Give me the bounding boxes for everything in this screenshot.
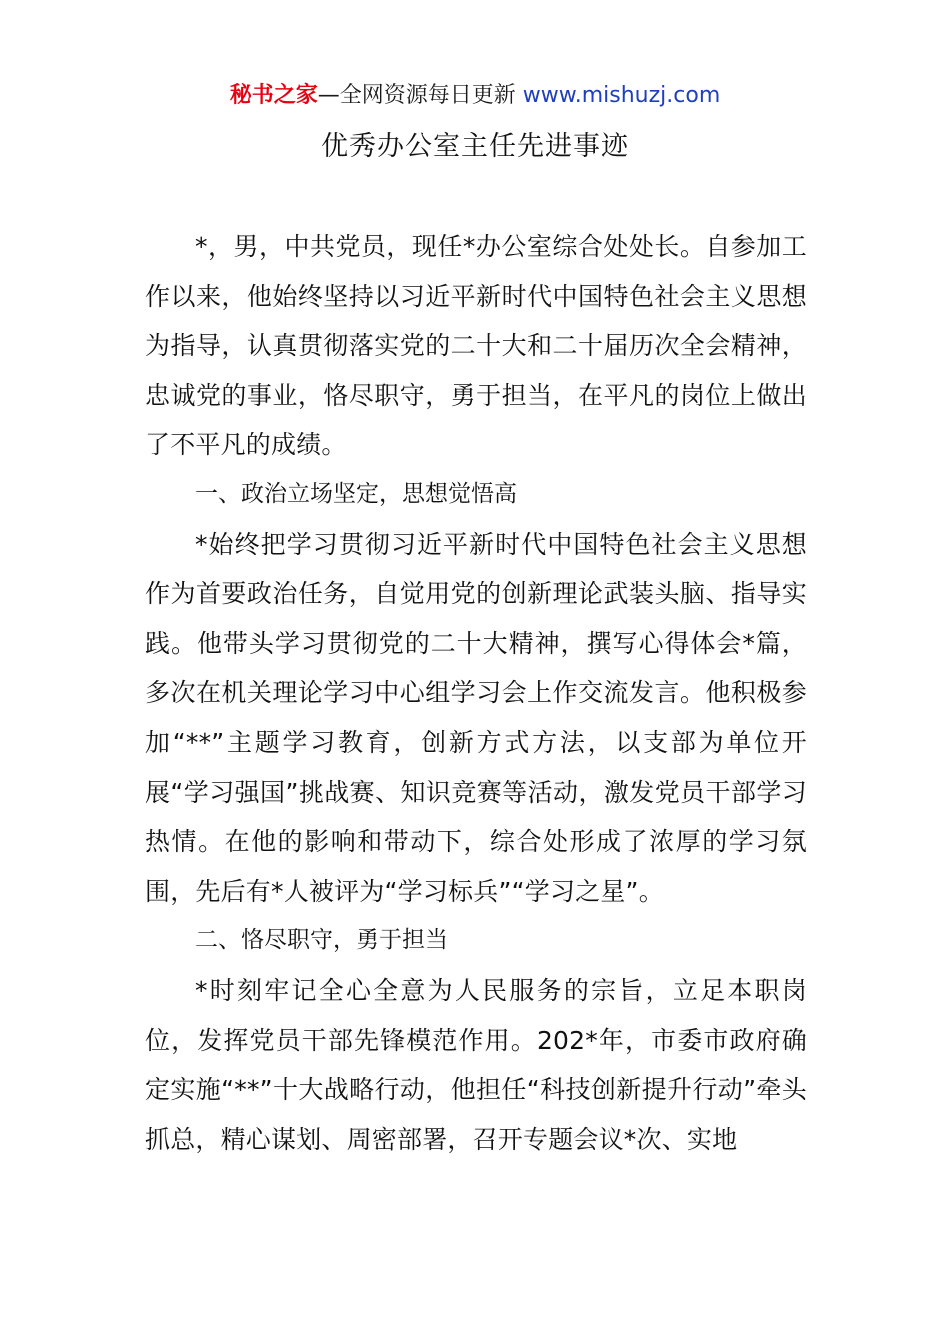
section-1-paragraph: *始终把学习贯彻习近平新时代中国特色社会主义思想作为首要政治任务，自觉用党的创新理论武装头脑、指导实践。他带头学习贯彻党的二十大精神，撰写心得体会*篇，多次在机关理论学习中心组学习会上作交流发言。他积极参加“**”主题学习教育，创新方式方法，以支部为单位开展“学习强国”挑战赛、知识竞赛等活动，激发党员干部学习热情。在他的影响和带动下，综合处形成了浓厚的学习氛围，先后有*人被评为“学习标兵”“学习之星”。 <box>145 529 807 906</box>
brand-name: 秘书之家 <box>229 83 318 108</box>
section-heading-1: 一、政治立场坚定，思想觉悟高 <box>195 480 517 507</box>
site-header <box>0 80 950 112</box>
section-2-paragraph: *时刻牢记全心全意为人民服务的宗旨，立足本职岗位，发挥党员干部先锋模范作用。202*年，市委市政府确定实施“**”十大战略行动，他担任“科技创新提升行动”牵头抓总，精心谋划、周密部署，召开专题会议*次、实地 <box>145 975 807 1154</box>
site-url-link[interactable]: www.mishuzj.com <box>522 83 721 108</box>
document-title: 优秀办公室主任先进事迹 <box>321 131 629 162</box>
header-tagline: —全网资源每日更新 <box>317 83 516 108</box>
document-body <box>145 222 807 1164</box>
section-heading-2: 二、恪尽职守，勇于担当 <box>195 927 448 954</box>
intro-paragraph: *，男，中共党员，现任*办公室综合处处长。自参加工作以来，他始终坚持以习近平新时代中国特色社会主义思想为指导，认真贯彻落实党的二十大和二十届历次全会精神，忠诚党的事业，恪尽职守，勇于担当，在平凡的岗位上做出了不平凡的成绩。 <box>145 232 807 460</box>
